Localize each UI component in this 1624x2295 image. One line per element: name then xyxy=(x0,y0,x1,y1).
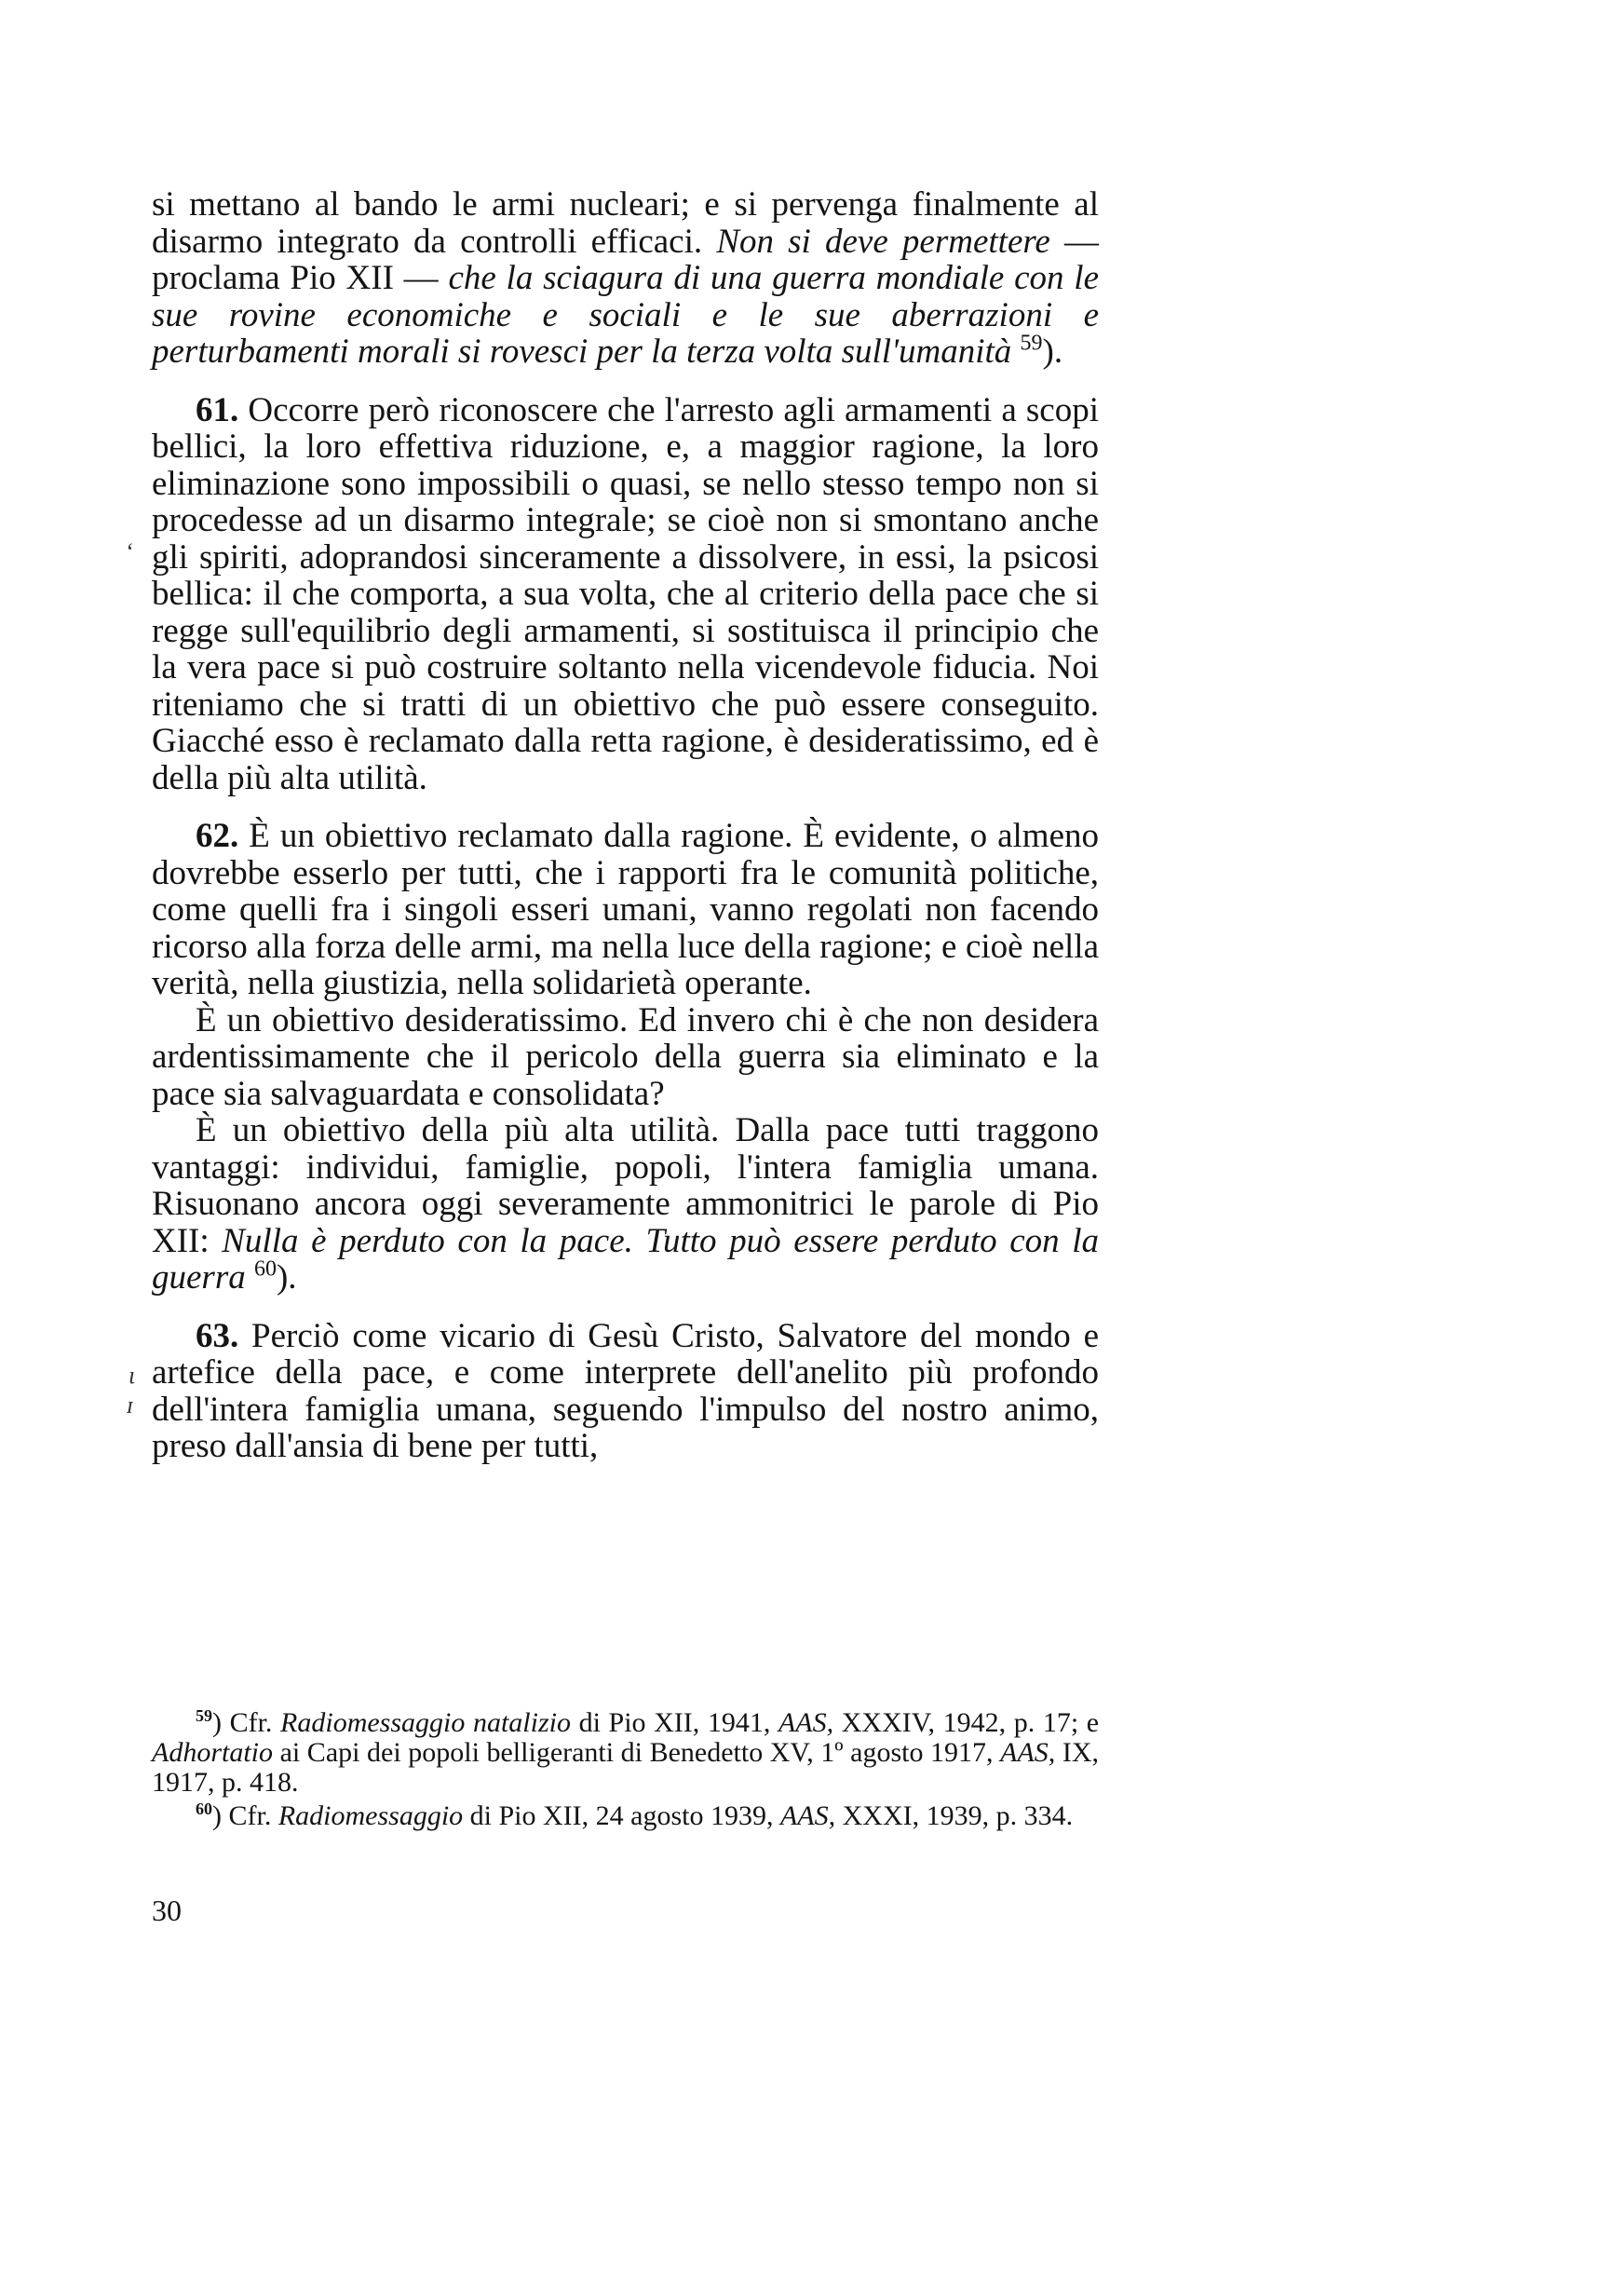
text-run: si mettano al bando le armi nucleari; e si pervenga finalmente al disarmo integrato da controlli efficaci. xyxy=(152,185,1099,261)
paragraph-text: È un obiettivo reclamato dalla ragione. È evidente, o almeno dovrebbe esserlo per tutti, che i rapporti fra le comunità politiche, come quelli fra i singoli esseri umani, vanno regolati non facendo ricorso alla forza delle armi, ma nella luce della ragione; e cioè nella verità, nella giustizia, nella solidarietà operante. xyxy=(152,817,1099,1002)
paragraph-text: È un obiettivo desideratissimo. Ed invero chi è che non desidera ardentissimamente che il pericolo della guerra sia eliminato e la pace sia salvaguardata e consolidata? xyxy=(152,1000,1099,1113)
page-number: 30 xyxy=(152,1894,182,1927)
italic-quote: Non si deve permettere xyxy=(716,222,1050,261)
paragraph-61 xyxy=(152,392,1099,797)
text-run: IX, 1917, p. 418. xyxy=(152,1737,1100,1798)
text-run: ) Cfr. xyxy=(212,1800,272,1831)
paragraph-text: È un obiettivo della più alta utilità. Dalla pace tutti traggono vantaggi: individui, famiglie, popoli, l'intera famiglia umana. Risuonano ancora oggi severamente ammonitrici le parole di Pio XII: xyxy=(152,1111,1099,1260)
paragraph-text: Occorre però riconoscere che l'arresto agli armamenti a scopi bellici, la loro effettiva riduzione, e, a maggior ragione, la loro eliminazione sono impossibili o quasi, se nello stesso tempo non si procedesse ad un disarmo integrale; se cioè non si smontano anche gli spiriti, adoprandosi sinceramente a dissolvere, in essi, la psicosi bellica: il che comporta, a sua volta, che al criterio della pace che si regge sull'equilibrio degli armamenti, si sostituisca il principio che la vera pace si può costruire soltanto nella vicendevole fiducia. Noi riteniamo che si tratti di un obiettivo che può essere conseguito. Giacché esso è reclamato dalla retta ragione, è desideratissimo, ed è della più alta utilità. xyxy=(152,390,1100,797)
citation-title: Adhortatio xyxy=(152,1737,274,1768)
text-run: XXXI, 1939, p. 334. xyxy=(842,1800,1074,1831)
footnote-ref[interactable]: 59 xyxy=(1020,331,1043,356)
citation-title: Radiomessaggio xyxy=(277,1800,464,1831)
citation-title: Radiomessaggio natalizio xyxy=(280,1707,571,1738)
paragraph-62c xyxy=(152,1112,1099,1297)
text-run: XXXIV, 1942, p. 17; e xyxy=(841,1707,1100,1738)
paragraph-number: 62. xyxy=(196,817,239,855)
text-run: ai Capi dei popoli belligeranti di Benedetto XV, 1º agosto 1917, xyxy=(279,1737,994,1768)
margin-mark: ɪ xyxy=(127,1392,133,1419)
margin-mark: ‘ xyxy=(125,538,133,565)
footnote-59 xyxy=(152,1708,1099,1798)
italic-quote: che la sciagura di una guerra mondiale con le sue rovine economiche e sociali e le sue aberrazioni e perturbamenti morali si rovesci per la terza volta sull'umanità xyxy=(152,259,1100,371)
margin-mark: ι xyxy=(129,1362,136,1389)
footnote-mark: 59 xyxy=(196,1706,212,1725)
footnote-mark: 60 xyxy=(196,1799,212,1818)
main-text xyxy=(152,186,1099,1465)
text-run: ) Cfr. xyxy=(212,1707,273,1738)
paragraph-number: 63. xyxy=(196,1316,239,1355)
paragraph-text: Perciò come vicario di Gesù Cristo, Salvatore del mondo e artefice della pace, e come interprete dell'anelito più profondo dell'intera famiglia umana, seguendo l'impulso del nostro animo, preso dall'ansia di bene per tutti, xyxy=(152,1316,1099,1465)
text-run: ). xyxy=(1042,333,1063,371)
text-run: ). xyxy=(276,1258,297,1297)
paragraph-63 xyxy=(152,1318,1099,1465)
footnote-ref[interactable]: 60 xyxy=(253,1256,277,1282)
text-run: di Pio XII, 24 agosto 1939, xyxy=(469,1800,774,1831)
citation-abbrev: AAS, xyxy=(1000,1737,1056,1768)
italic-quote: Nulla è perduto con la pace. Tutto può essere perduto con la guerra xyxy=(152,1221,1099,1297)
citation-abbrev: AAS, xyxy=(779,1800,836,1831)
paragraph-62b xyxy=(152,1002,1099,1113)
footnotes xyxy=(152,1708,1099,1831)
footnote-60 xyxy=(152,1801,1099,1831)
text-run: di Pio XII, 1941, xyxy=(578,1707,771,1738)
paragraph-62 xyxy=(152,818,1099,1002)
citation-abbrev: AAS, xyxy=(778,1707,834,1738)
paragraph-number: 61. xyxy=(196,390,239,429)
text-run: — proclama Pio XII — xyxy=(152,222,1100,297)
paragraph-continuation xyxy=(152,186,1099,371)
